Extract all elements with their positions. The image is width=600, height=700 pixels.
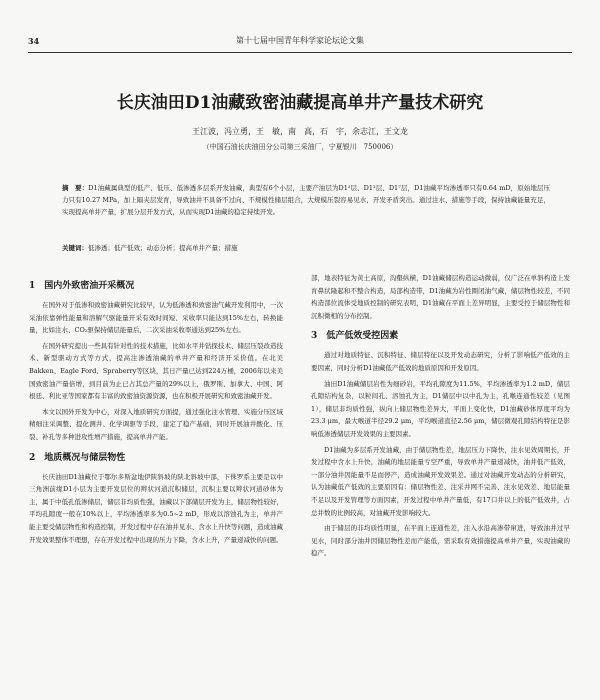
affiliation: （中国石油长庆油田分公司第三采油厂，宁夏银川 750006）: [202, 143, 398, 151]
paragraph: 本文以国外开发为中心，对深入地质研究方面提，通过强化注水管理、实施分压区域精细注采调整、提化测井、化学调驱等手段，建定了稳产基础，同时开展油井酸化、压裂、补孔等多种进攻性增产措施，提高单井产能。: [29, 407, 283, 441]
section-heading-2: 2 地质概况与储层物性: [29, 452, 126, 463]
section-heading-3: 3 低产低效受控因素: [311, 331, 399, 342]
paragraph: 通过对地质特征、沉积特征、储层特征以及开发动态研究，分析了影响低产低效的主要因素，同时分析D1油藏低产低效的地质原因和开发原因。: [311, 351, 570, 372]
paragraph: D1油藏为多层系开发油藏，由于储层物性差，地层压力下降快，注水见效周期长，开发过程中含水上升快，油藏的地层能量亏空严重，导致单井产量递减快，油井低产低效，一部分油井因能量不足而停产，造成油藏开发效果差。通过对油藏开发动态的分析研究，认为油藏低产低效的主要原因有：储层物性差、注采井网不完善、注水见效差、地层能量不足以及开发管理等方面因素，开发过程中单井产量低，有17口井以上的低产低效井，占总井数的比例较高，对油藏开发影响较大。: [311, 445, 570, 517]
author-list: 王江波，冯立勇，王 敏，南 高，石 宇，余志江，王文龙: [192, 127, 408, 136]
running-header: [28, 34, 572, 53]
abstract: [62, 182, 550, 218]
abstract-label: 摘 要：: [62, 184, 89, 192]
journal-name: 第十七届中国青年科学家论坛论文集: [236, 36, 364, 45]
keywords: [62, 242, 550, 254]
paragraph: 由于储层的非均质性明显，在平面上连通性差，注入水沿高渗带窜进，导致油井过早见水，同时部分油井因储层物性差而产能低，需采取有效措施提高单井产量，实现油藏的稳产。: [311, 524, 570, 558]
abstract-text: D1油藏属典型的低产、低压、低渗透多层系开发油藏，典型有6个小层，主要产油层为D1²层、D1³层、D1⁷层，D1油藏平均渗透率只有0.64 mD，原始地层压力只有10.27 MPa，加上隔夹层发育，导致油井不具备不过向、不规模性储层组合，大规模压裂容易见水，开发矛盾突出。通过注水、措施等手段，保持油藏能量充足，实现提高单井产量，扩展分层开发方式，从而实现D1油藏的稳定持续开发。: [62, 184, 551, 216]
keywords-text: 低渗透；低产低效；动态分析；提高单井产量；措施: [88, 244, 238, 252]
paragraph: 在国外研究提出一些具有针对性的技术措施，比如水平井钻探技术、储层压裂改造技术、新型驱动方式等方式，提高注渗透油藏的单井产量和经济开采价值。在北美Bakken、Eagle Ford、Spraberry等区块，其日产量已达到224万桶，2006年以来美国致密油产量倍增，到目前为止已占其总产量的29%以上，俄罗斯、加拿大、中国、阿根廷、利比亚等国家都有丰富的致密油资源资源，也在积极开展研究和致密油藏开发。: [29, 341, 283, 401]
paragraph: 油田D1油藏储层岩性为细砂岩，平均孔隙度为11.5%，平均渗透率为1.2 mD，储层孔隙结构复杂，以粒间孔、溶蚀孔为主，D1储层中以中孔为主，孔喉连通性较差（见图1），储层非均质性强，纵向上储层物性差异大，平面上变化快，D1油藏砂体厚度平均为23.3 μm，最大喉道半径29.2 μm，平均喉道直径2.56 μm，储层微观孔隙结构特征是影响低渗透储层开发效果的主要因素。: [311, 379, 570, 438]
left-column: [29, 272, 283, 700]
page-number: 34: [28, 36, 40, 46]
paper-title: 长庆油田D1油藏致密油藏提高单井产量技术研究: [116, 93, 484, 113]
keywords-label: 关键词：: [62, 244, 88, 252]
paragraph: 部，地表特征为黄土高原，沟壑纵横，D1油藏储层构造运动微弱，仅广泛在单斜构造上发育鼻状隆起和不整合构造，局部构造带，D1油藏为岩性圈闭油气藏，储层物性较差，不同构造部位流体受地质控制的研究表明，D1油藏在平面上差异明显，主要受控于储层物性和沉积微相的分布控制。: [311, 274, 570, 320]
section-heading-1: 1 国内外致密油开采概况: [29, 281, 135, 291]
paragraph: 在国外对于低渗和致密油藏研究比较早，认为低渗透和致密油气藏开发利用中，一次采油依靠弹性能量和溶解气驱能量开采有效时间短、采收率只能达到15%左右，转换能量，比如注水、CO₂驱保持储层能量后，二次采油采收率通达到25%左右。: [29, 301, 283, 335]
right-column: [311, 272, 570, 700]
paragraph: 长庆油田D1油藏位于鄂尔多斯盆地伊陕斜坡的陕北斜坡中部，下侏罗系主要是以中三角洲前缘D1小层为主要开发层位的辫状河道沉积储层，沉积主要以辫状河道砂体为主，属于中低孔低渗储层，储层非均质性强，油藏以下部储层开发为主，储层物性较好，平均孔隙度一般在10%以上，平均渗透率多为0.5~2 mD，形成以溶蚀孔为主，单井产能主要受储层物性和构造控制，开发过程中存在油井见水、含水上升快等问题，造成油藏开发效果整体不理想，存在开发过程中出现的压力下降，含水上升，产量递减快的问题。: [29, 472, 283, 544]
